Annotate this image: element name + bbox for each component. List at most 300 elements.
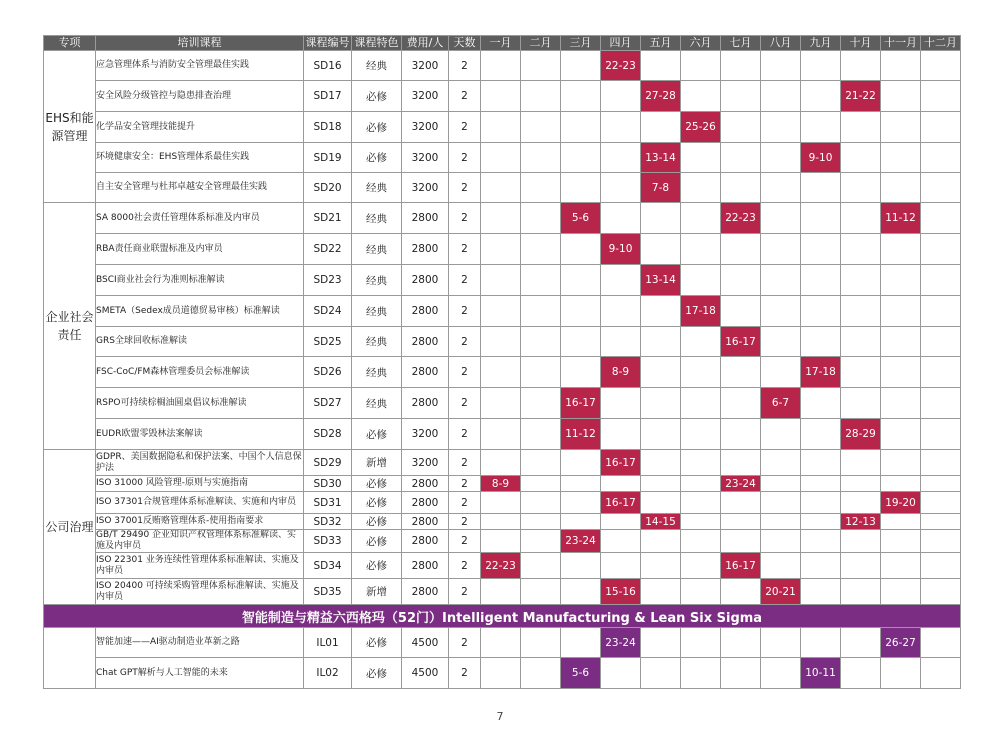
table-header xyxy=(44,36,961,51)
month-cell xyxy=(761,327,801,357)
month-cell xyxy=(881,553,921,579)
month-cell xyxy=(841,492,881,514)
course-days: 2 xyxy=(449,81,481,112)
table-row xyxy=(44,265,961,296)
month-cell xyxy=(921,327,961,357)
month-cell xyxy=(921,81,961,112)
category-cell: 公司治理 xyxy=(44,450,96,605)
table-row xyxy=(44,112,961,143)
month-cell xyxy=(841,530,881,553)
month-cell xyxy=(921,296,961,327)
month-cell xyxy=(681,357,721,388)
course-fee: 2800 xyxy=(402,553,449,579)
month-cell xyxy=(841,450,881,476)
course-feature: 必修 xyxy=(352,112,402,143)
column-header: 培训课程 xyxy=(96,36,304,51)
course-code: SD23 xyxy=(304,265,352,296)
month-cell xyxy=(721,628,761,658)
month-cell xyxy=(561,81,601,112)
month-cell xyxy=(681,327,721,357)
month-cell xyxy=(881,143,921,173)
month-cell xyxy=(641,579,681,605)
session-date: 28-29 xyxy=(841,419,881,450)
month-cell xyxy=(881,514,921,530)
month-cell xyxy=(561,327,601,357)
column-header: 十一月 xyxy=(881,36,921,51)
column-header: 三月 xyxy=(561,36,601,51)
category-cell: EHS和能 源管理 xyxy=(44,51,96,203)
course-name: RBA责任商业联盟标准及内审员 xyxy=(96,234,304,265)
session-date: 17-18 xyxy=(681,296,721,327)
course-code: SD35 xyxy=(304,579,352,605)
course-feature: 必修 xyxy=(352,492,402,514)
course-days: 2 xyxy=(449,296,481,327)
course-fee: 2800 xyxy=(402,357,449,388)
month-cell xyxy=(881,357,921,388)
month-cell xyxy=(601,553,641,579)
month-cell xyxy=(641,553,681,579)
course-days: 2 xyxy=(449,658,481,689)
month-cell xyxy=(521,492,561,514)
course-code: SD32 xyxy=(304,514,352,530)
month-cell xyxy=(601,388,641,419)
month-cell xyxy=(601,112,641,143)
session-date: 16-17 xyxy=(721,553,761,579)
month-cell xyxy=(521,112,561,143)
session-date: 16-17 xyxy=(601,450,641,476)
course-feature: 必修 xyxy=(352,81,402,112)
session-date: 17-18 xyxy=(801,357,841,388)
month-cell xyxy=(641,112,681,143)
month-cell xyxy=(601,530,641,553)
month-cell xyxy=(841,628,881,658)
month-cell xyxy=(681,476,721,492)
month-cell xyxy=(761,296,801,327)
session-date: 8-9 xyxy=(601,357,641,388)
course-fee: 3200 xyxy=(402,143,449,173)
month-cell xyxy=(921,112,961,143)
month-cell xyxy=(761,492,801,514)
course-feature: 必修 xyxy=(352,628,402,658)
month-cell xyxy=(641,492,681,514)
month-cell xyxy=(681,81,721,112)
month-cell xyxy=(561,450,601,476)
month-cell xyxy=(561,51,601,81)
session-date: 23-24 xyxy=(721,476,761,492)
month-cell xyxy=(641,476,681,492)
month-cell xyxy=(881,658,921,689)
month-cell xyxy=(641,658,681,689)
course-code: SD16 xyxy=(304,51,352,81)
course-days: 2 xyxy=(449,476,481,492)
month-cell xyxy=(721,450,761,476)
column-header: 十二月 xyxy=(921,36,961,51)
month-cell xyxy=(801,514,841,530)
month-cell xyxy=(921,234,961,265)
column-header: 天数 xyxy=(449,36,481,51)
table-row xyxy=(44,553,961,579)
course-days: 2 xyxy=(449,327,481,357)
month-cell xyxy=(841,203,881,234)
course-days: 2 xyxy=(449,51,481,81)
session-date: 6-7 xyxy=(761,388,801,419)
session-date: 5-6 xyxy=(561,658,601,689)
month-cell xyxy=(761,450,801,476)
month-cell xyxy=(561,265,601,296)
month-cell xyxy=(801,579,841,605)
table-row xyxy=(44,450,961,476)
month-cell xyxy=(761,81,801,112)
month-cell xyxy=(921,628,961,658)
month-cell xyxy=(841,476,881,492)
month-cell xyxy=(561,579,601,605)
month-cell xyxy=(521,234,561,265)
month-cell xyxy=(481,81,521,112)
month-cell xyxy=(761,419,801,450)
course-name: SMETA（Sedex成员道德贸易审核）标准解读 xyxy=(96,296,304,327)
course-fee: 3200 xyxy=(402,173,449,203)
course-name: 环境健康安全：EHS管理体系最佳实践 xyxy=(96,143,304,173)
column-header: 四月 xyxy=(601,36,641,51)
course-feature: 必修 xyxy=(352,530,402,553)
month-cell xyxy=(681,265,721,296)
table-row xyxy=(44,51,961,81)
course-name: RSPO可持续棕榈油圆桌倡议标准解读 xyxy=(96,388,304,419)
month-cell xyxy=(641,628,681,658)
month-cell xyxy=(761,514,801,530)
course-fee: 3200 xyxy=(402,450,449,476)
course-feature: 新增 xyxy=(352,579,402,605)
session-date: 11-12 xyxy=(881,203,921,234)
table-row xyxy=(44,388,961,419)
session-date: 16-17 xyxy=(601,492,641,514)
course-code: SD33 xyxy=(304,530,352,553)
month-cell xyxy=(841,296,881,327)
course-code: SD31 xyxy=(304,492,352,514)
course-days: 2 xyxy=(449,265,481,296)
month-cell xyxy=(561,628,601,658)
month-cell xyxy=(521,628,561,658)
month-cell xyxy=(761,658,801,689)
table-row xyxy=(44,234,961,265)
month-cell xyxy=(521,658,561,689)
session-date: 16-17 xyxy=(561,388,601,419)
month-cell xyxy=(601,296,641,327)
month-cell xyxy=(921,579,961,605)
month-cell xyxy=(681,388,721,419)
month-cell xyxy=(801,265,841,296)
month-cell xyxy=(721,579,761,605)
course-feature: 必修 xyxy=(352,476,402,492)
session-date: 25-26 xyxy=(681,112,721,143)
course-fee: 2800 xyxy=(402,265,449,296)
column-header: 课程编号 xyxy=(305,36,350,49)
month-cell xyxy=(561,476,601,492)
course-name: BSCI商业社会行为准则标准解读 xyxy=(96,265,304,296)
course-name: ISO 22301 业务连续性管理体系标准解读、实施及内审员 xyxy=(96,553,304,579)
month-cell xyxy=(721,658,761,689)
month-cell xyxy=(761,628,801,658)
session-date: 10-11 xyxy=(801,658,841,689)
month-cell xyxy=(841,579,881,605)
session-date: 7-8 xyxy=(641,173,681,203)
month-cell xyxy=(561,296,601,327)
table-body xyxy=(44,51,961,689)
month-cell xyxy=(921,450,961,476)
month-cell xyxy=(561,357,601,388)
month-cell xyxy=(801,628,841,658)
session-date: 12-13 xyxy=(841,514,881,530)
month-cell xyxy=(641,388,681,419)
month-cell xyxy=(801,553,841,579)
training-schedule-table xyxy=(43,35,961,689)
month-cell xyxy=(521,553,561,579)
month-cell xyxy=(601,81,641,112)
course-name: 智能加速——AI驱动制造业革新之路 xyxy=(96,628,304,658)
course-fee: 4500 xyxy=(402,658,449,689)
column-header: 费用/人 xyxy=(402,36,449,51)
session-date: 9-10 xyxy=(801,143,841,173)
month-cell xyxy=(761,530,801,553)
month-cell xyxy=(521,327,561,357)
page-number: 7 xyxy=(496,710,504,723)
course-name: GB/T 29490 企业知识产权管理体系标准解读、实施及内审员 xyxy=(96,530,304,553)
course-name: ISO 37301合规管理体系标准解读、实施和内审员 xyxy=(96,492,304,514)
course-code: SD29 xyxy=(304,450,352,476)
course-fee: 4500 xyxy=(402,628,449,658)
course-code: SD24 xyxy=(304,296,352,327)
month-cell xyxy=(521,476,561,492)
course-name: EUDR欧盟零毁林法案解读 xyxy=(96,419,304,450)
session-date: 19-20 xyxy=(881,492,921,514)
course-name: Chat GPT解析与人工智能的未来 xyxy=(96,658,304,689)
course-fee: 2800 xyxy=(402,234,449,265)
session-date: 15-16 xyxy=(601,579,641,605)
course-fee: 3200 xyxy=(402,81,449,112)
month-cell xyxy=(601,143,641,173)
course-code: SD17 xyxy=(304,81,352,112)
month-cell xyxy=(721,143,761,173)
month-cell xyxy=(481,388,521,419)
month-cell xyxy=(681,143,721,173)
course-days: 2 xyxy=(449,234,481,265)
month-cell xyxy=(841,112,881,143)
month-cell xyxy=(921,357,961,388)
course-fee: 2800 xyxy=(402,514,449,530)
month-cell xyxy=(841,143,881,173)
session-date: 14-15 xyxy=(641,514,681,530)
month-cell xyxy=(481,530,521,553)
month-cell xyxy=(681,51,721,81)
month-cell xyxy=(601,476,641,492)
course-code: SD18 xyxy=(304,112,352,143)
month-cell xyxy=(601,327,641,357)
session-date: 9-10 xyxy=(601,234,641,265)
column-header: 二月 xyxy=(521,36,561,51)
course-code: IL02 xyxy=(304,658,352,689)
month-cell xyxy=(881,327,921,357)
month-cell xyxy=(801,234,841,265)
month-cell xyxy=(721,419,761,450)
month-cell xyxy=(561,553,601,579)
month-cell xyxy=(521,579,561,605)
month-cell xyxy=(801,388,841,419)
month-cell xyxy=(881,51,921,81)
table-row xyxy=(44,419,961,450)
month-cell xyxy=(481,579,521,605)
month-cell xyxy=(641,450,681,476)
course-feature: 经典 xyxy=(352,327,402,357)
course-fee: 2800 xyxy=(402,203,449,234)
month-cell xyxy=(841,388,881,419)
month-cell xyxy=(721,51,761,81)
column-header: 九月 xyxy=(801,36,841,51)
course-feature: 经典 xyxy=(352,203,402,234)
month-cell xyxy=(561,112,601,143)
course-fee: 3200 xyxy=(402,51,449,81)
course-feature: 必修 xyxy=(352,514,402,530)
month-cell xyxy=(721,530,761,553)
month-cell xyxy=(601,203,641,234)
course-feature: 经典 xyxy=(352,51,402,81)
course-name: SA 8000社会责任管理体系标准及内审员 xyxy=(96,203,304,234)
table-row xyxy=(44,476,961,492)
session-date: 27-28 xyxy=(641,81,681,112)
course-days: 2 xyxy=(449,173,481,203)
month-cell xyxy=(801,112,841,143)
course-feature: 必修 xyxy=(352,143,402,173)
month-cell xyxy=(721,265,761,296)
month-cell xyxy=(521,514,561,530)
category-cell xyxy=(44,628,96,689)
course-name: GDPR、美国数据隐私和保护法案、中国个人信息保护法 xyxy=(96,450,304,476)
month-cell xyxy=(681,553,721,579)
month-cell xyxy=(801,476,841,492)
session-date: 11-12 xyxy=(561,419,601,450)
month-cell xyxy=(521,419,561,450)
course-code: SD21 xyxy=(304,203,352,234)
course-feature: 必修 xyxy=(352,419,402,450)
session-date: 22-23 xyxy=(601,51,641,81)
session-date: 13-14 xyxy=(641,143,681,173)
course-feature: 新增 xyxy=(352,450,402,476)
month-cell xyxy=(481,173,521,203)
course-name: ISO 37001反贿赂管理体系-使用指南要求 xyxy=(96,514,304,530)
course-days: 2 xyxy=(449,357,481,388)
month-cell xyxy=(521,203,561,234)
month-cell xyxy=(841,658,881,689)
month-cell xyxy=(921,553,961,579)
month-cell xyxy=(881,530,921,553)
month-cell xyxy=(481,450,521,476)
table-row xyxy=(44,530,961,553)
month-cell xyxy=(641,203,681,234)
month-cell xyxy=(521,265,561,296)
month-cell xyxy=(681,234,721,265)
month-cell xyxy=(881,296,921,327)
month-cell xyxy=(921,530,961,553)
course-days: 2 xyxy=(449,579,481,605)
course-feature: 经典 xyxy=(352,357,402,388)
month-cell xyxy=(521,296,561,327)
month-cell xyxy=(521,173,561,203)
month-cell xyxy=(481,357,521,388)
month-cell xyxy=(641,296,681,327)
month-cell xyxy=(801,81,841,112)
month-cell xyxy=(841,357,881,388)
course-code: SD28 xyxy=(304,419,352,450)
session-date: 21-22 xyxy=(841,81,881,112)
month-cell xyxy=(881,234,921,265)
section-banner: 智能制造与精益六西格玛（52门）Intelligent Manufacturing & Lean Six Sigma xyxy=(44,605,961,628)
course-days: 2 xyxy=(449,514,481,530)
month-cell xyxy=(761,173,801,203)
course-days: 2 xyxy=(449,143,481,173)
course-days: 2 xyxy=(449,553,481,579)
session-date: 20-21 xyxy=(761,579,801,605)
course-feature: 经典 xyxy=(352,388,402,419)
table-row xyxy=(44,357,961,388)
course-code: IL01 xyxy=(304,628,352,658)
course-feature: 经典 xyxy=(352,265,402,296)
month-cell xyxy=(721,296,761,327)
month-cell xyxy=(921,492,961,514)
course-feature: 经典 xyxy=(352,173,402,203)
month-cell xyxy=(761,51,801,81)
month-cell xyxy=(721,234,761,265)
month-cell xyxy=(881,173,921,203)
month-cell xyxy=(681,450,721,476)
month-cell xyxy=(721,514,761,530)
month-cell xyxy=(841,51,881,81)
month-cell xyxy=(921,658,961,689)
course-code: SD34 xyxy=(304,553,352,579)
month-cell xyxy=(921,173,961,203)
month-cell xyxy=(601,658,641,689)
column-header: 五月 xyxy=(641,36,681,51)
month-cell xyxy=(521,81,561,112)
month-cell xyxy=(721,81,761,112)
month-cell xyxy=(761,112,801,143)
course-fee: 3200 xyxy=(402,112,449,143)
month-cell xyxy=(921,203,961,234)
session-date: 5-6 xyxy=(561,203,601,234)
month-cell xyxy=(801,203,841,234)
course-code: SD27 xyxy=(304,388,352,419)
month-cell xyxy=(761,476,801,492)
month-cell xyxy=(801,51,841,81)
course-code: SD30 xyxy=(304,476,352,492)
course-code: SD20 xyxy=(304,173,352,203)
month-cell xyxy=(481,492,521,514)
month-cell xyxy=(561,143,601,173)
course-fee: 2800 xyxy=(402,296,449,327)
course-fee: 2800 xyxy=(402,388,449,419)
course-code: SD22 xyxy=(304,234,352,265)
course-days: 2 xyxy=(449,419,481,450)
month-cell xyxy=(481,234,521,265)
course-days: 2 xyxy=(449,492,481,514)
course-days: 2 xyxy=(449,450,481,476)
month-cell xyxy=(721,357,761,388)
month-cell xyxy=(481,514,521,530)
session-date: 23-24 xyxy=(601,628,641,658)
month-cell xyxy=(521,357,561,388)
month-cell xyxy=(681,530,721,553)
month-cell xyxy=(841,234,881,265)
month-cell xyxy=(921,51,961,81)
month-cell xyxy=(761,203,801,234)
